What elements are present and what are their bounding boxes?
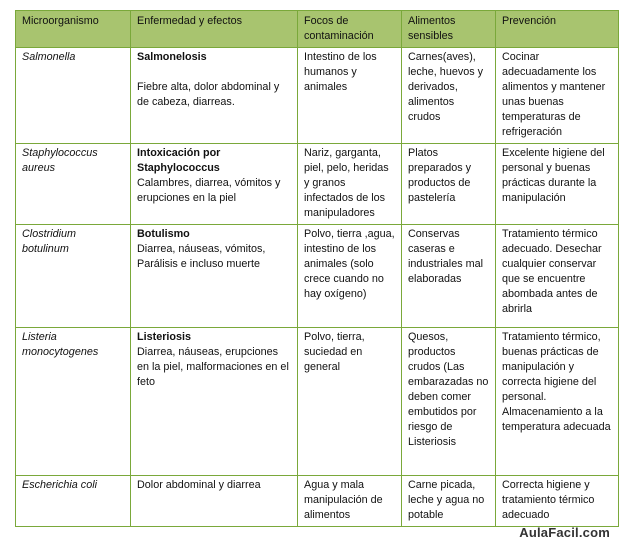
prevention-cell: Excelente higiene del personal y buenas prácticas durante la manipulación	[496, 144, 619, 225]
prevention-cell: Tratamiento térmico, buenas prácticas de manipulación y correcta higiene del personal. Almacenamiento a la temperatura adecuada	[496, 328, 619, 476]
prevention-cell: Correcta higiene y tratamiento térmico adecuado	[496, 476, 619, 527]
disease-name: Salmonelosis	[137, 51, 207, 63]
prevention-cell: Tratamiento térmico adecuado. Desechar cualquier conservar que se encuentre abombada antes de abrirla	[496, 225, 619, 328]
disease-effects: Calambres, diarrea, vómitos y erupciones en la piel	[137, 177, 281, 204]
table-row	[16, 476, 619, 527]
header-disease: Enfermedad y efectos	[131, 11, 298, 48]
sources-cell: Polvo, tierra ,agua, intestino de los animales (solo crece cuando no hay oxígeno)	[298, 225, 402, 328]
organism-cell: Staphylococcus aureus	[16, 144, 131, 225]
sources-cell: Nariz, garganta, piel, pelo, heridas y granos infectados de los manipuladores	[298, 144, 402, 225]
prevention-cell: Cocinar adecuadamente los alimentos y mantener unas buenas temperaturas de refrigeración	[496, 48, 619, 144]
header-organism: Microorganismo	[16, 11, 131, 48]
food-pathogens-table	[15, 10, 619, 527]
organism-cell: Salmonella	[16, 48, 131, 144]
disease-effects: Diarrea, náuseas, vómitos, Parálisis e incluso muerte	[137, 243, 266, 270]
foods-cell: Conservas caseras e industriales mal elaboradas	[402, 225, 496, 328]
sources-cell: Agua y mala manipulación de alimentos	[298, 476, 402, 527]
organism-cell: Listeria monocytogenes	[16, 328, 131, 476]
table-header-row	[16, 11, 619, 48]
disease-effects: Dolor abdominal y diarrea	[137, 479, 261, 491]
header-foods: Alimentos sensibles	[402, 11, 496, 48]
foods-cell: Platos preparados y productos de pastelería	[402, 144, 496, 225]
foods-cell: Quesos, productos crudos (Las embarazadas no deben comer embutidos por riesgo de Listeriosis	[402, 328, 496, 476]
spacer	[137, 65, 291, 80]
foods-cell: Carne picada, leche y agua no potable	[402, 476, 496, 527]
table-row	[16, 144, 619, 225]
disease-name: Botulismo	[137, 228, 190, 240]
sources-cell: Intestino de los humanos y animales	[298, 48, 402, 144]
table-row	[16, 328, 619, 476]
sources-cell: Polvo, tierra, suciedad en general	[298, 328, 402, 476]
disease-effects: Fiebre alta, dolor abdominal y de cabeza, diarreas.	[137, 81, 280, 108]
header-prevention: Prevención	[496, 11, 619, 48]
header-sources: Focos de contaminación	[298, 11, 402, 48]
disease-cell	[131, 328, 298, 476]
disease-name: Listeriosis	[137, 331, 192, 343]
disease-effects: Diarrea, náuseas, erupciones en la piel, malformaciones en el feto	[137, 346, 289, 388]
table-row	[16, 225, 619, 328]
disease-name: Intoxicación por Staphylococcus	[137, 147, 221, 174]
table-row	[16, 48, 619, 144]
foods-cell: Carnes(aves), leche, huevos y derivados, alimentos crudos	[402, 48, 496, 144]
aulafacil-logo: AulaFacil.com	[519, 525, 610, 540]
disease-cell	[131, 48, 298, 144]
disease-cell	[131, 144, 298, 225]
disease-cell	[131, 476, 298, 527]
disease-cell	[131, 225, 298, 328]
document-page	[15, 10, 618, 527]
organism-cell: Clostridium botulinum	[16, 225, 131, 328]
organism-cell: Escherichia coli	[16, 476, 131, 527]
